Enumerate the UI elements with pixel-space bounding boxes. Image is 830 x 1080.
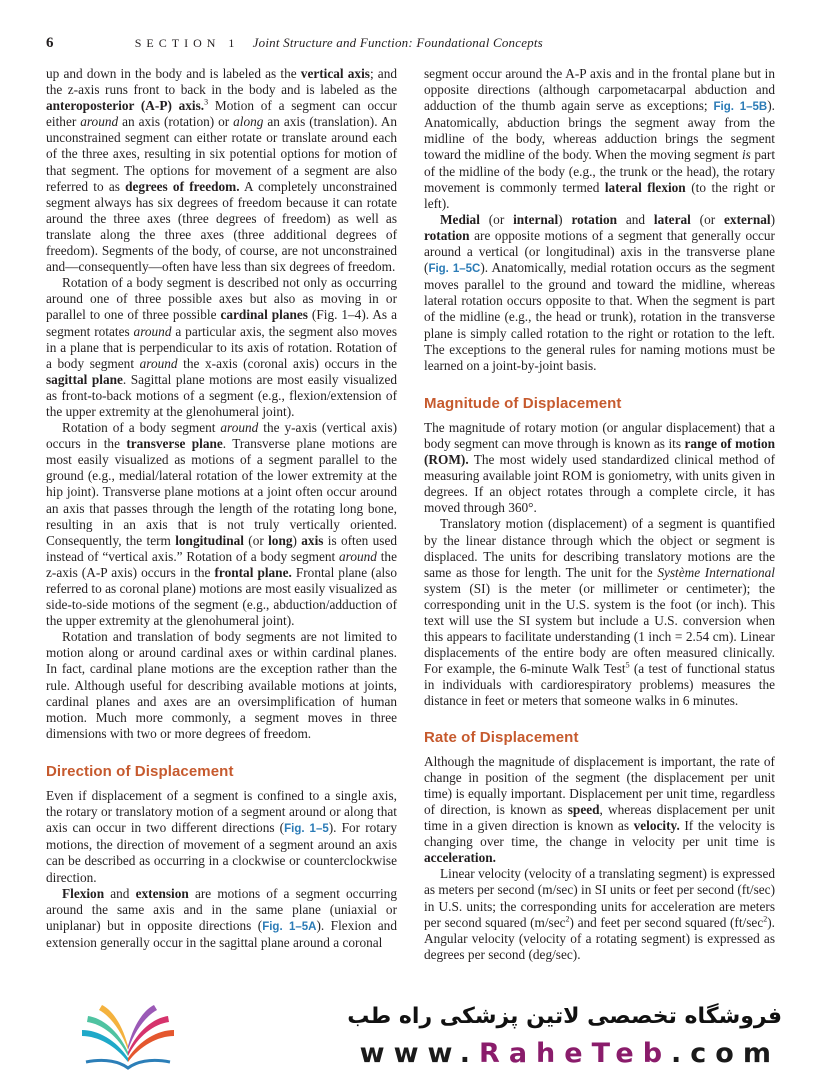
key-term: internal [513,211,559,227]
figure-reference: Fig. 1–5C [428,263,481,276]
key-term: lateral flexion [604,179,686,195]
paragraph: Translatory motion (displacement) of a segment is quantified by the linear distance through which the object or segment is displaced. The units for describing translatory motions are the same as those for length. The unit for the Système International system (SI) is the meter (or millimeter or centimeter); the corresponding unit in the U.S. system is the foot (or inch). This text will use the SI system but include a U.S. conversion when this appears to facilitate understanding (1 inch = 2.54 cm). Linear displacements of the entire body are often measured clinically. For example, the 6-minute Walk Test$^5$ (a test of functional status in individuals with cardiorespiratory problems) measures the distance in feet or meters that someone walks in 6 minutes. [424,516,775,709]
reference-number: 5 [625,660,630,670]
paragraph: Although the magnitude of displacement is important, the rate of change in position of the segment (the displacement per unit time) is equally important. Displacement per unit time, regardless of direction, is known as speed, whereas displacement per unit time in a given direction is known as velocity. If the velocity is changing over time, the change in velocity per unit time is acceleration. [424,753,775,866]
url-main: RaheTeb [479,1038,672,1069]
key-term: extension [135,885,189,901]
section-heading: Magnitude of Displacement [424,394,622,412]
key-term: range of motion (ROM). [424,435,775,468]
paragraph: Flexion and extension are motions of a segment occurring around the same axis and in the same plane (uniaxial or uniplanar) but in opposite directions (Fig. 1–5A). Flexion and extension generally occur in the sagittal plane around a coronal [46,885,397,950]
book-logo-icon [78,1000,178,1070]
right-column [424,66,775,963]
key-term: axis [301,532,324,548]
key-term: anteroposterior (A-P) axis. [46,98,205,114]
key-term: rotation [424,227,470,243]
key-term: degrees of freedom. [125,178,240,194]
key-term: vertical axis [300,66,370,81]
reference-number: 3 [204,97,209,107]
running-title: Joint Structure and Function: Foundational Concepts [252,35,543,50]
page-number: 6 [46,35,54,51]
key-term: long [268,532,293,548]
paragraph: Linear velocity (velocity of a translating segment) is expressed as meters per second (m/sec) in SI units or feet per second (ft/sec) in U.S. units; the corresponding units for acceleration are meters per second squared $(m/\sec^2)$ and feet per second squared $(ft/\sec^2)$. Angular velocity (velocity of a rotating segment) is expressed as degrees per second (deg/sec). [424,866,775,962]
emphasis: around [133,323,172,339]
emphasis: Système International [657,564,775,580]
key-term: Flexion [62,885,105,901]
reference-number: 2 [565,914,570,924]
paragraph: Medial (or internal) rotation and lateral (or external) rotation are opposite motions of a segment that generally occur around a vertical (or longitudinal) axis in the transverse plane (Fig. 1–5C). Anatomically, medial rotation occurs as the segment moves parallel to the ground and toward the midline, whereas lateral rotation occurs opposite to that. When the segment is part of the midline (e.g., the head or trunk), rotation in the transverse plane is simply called rotation to the right or rotation to the left. The exceptions to the general rules for naming motions must be learned on a joint-by-joint basis. [424,211,775,373]
figure-reference: Fig. 1–5 [284,823,329,836]
reference-number: 2 [763,914,768,924]
key-term: lateral [653,211,691,227]
url-prefix: www. [359,1038,480,1069]
paragraph: Rotation of a body segment is described not only as occurring around one of three possible axes but also as moving in or parallel to one of three possible cardinal planes (Fig. 1–4). As a segment rotates around a particular axis, the segment also moves in a plane that is perpendicular to its axis of rotation. Rotation of a body segment around the x-axis (coronal axis) occurs in the sagittal plane. Sagittal plane motions are most easily visualized as front-to-back motions of a segment (e.g., flexion/extension of the upper extremity at the glenohumeral joint). [46,275,398,419]
section-heading: Rate of Displacement [424,728,579,746]
key-term: frontal plane. [214,564,292,580]
paragraph: up and down in the body and is labeled as the vertical axis; and the z-axis runs front to back in the body and is labeled as the anteroposterior (A-P) axis.$^3$ Motion of a segment can occur either around an axis (rotation) or along an axis (translation). An unconstrained segment can either rotate or translate around each of the three axes, resulting in six potential options for motion of that segment. The options for movement of a segment are also referred to as degrees of freedom. A completely unconstrained segment always has six degrees of freedom because it can rotate around the three axes (three degrees of freedom) as well as translate along the three axes (three additional degrees of freedom). Segments of the body, of course, are not unconstrained and—consequently—often have less than six degrees of freedom. [46,66,398,275]
emphasis: along [233,114,264,130]
key-term: sagittal plane [46,371,123,387]
key-term: acceleration. [424,850,496,866]
left-column [46,66,397,951]
key-term: velocity. [633,818,680,834]
key-term: rotation [571,211,617,227]
store-url[interactable] [360,1038,780,1069]
emphasis: around [339,548,377,564]
emphasis: around [220,420,259,436]
paragraph: Rotation and translation of body segments are not limited to motion along or around cardinal axes or within cardinal planes. In fact, cardinal plane motions are the exception rather than the rule. Although useful for describing available motions at joints, cardinal planes and axes are an oversimplification of human motion. Much more commonly, a segment moves in three dimensions with two or more degrees of freedom. [46,629,397,741]
key-term: longitudinal [175,532,244,548]
paragraph: Rotation of a body segment around the y-axis (vertical axis) occurs in the transverse plane. Transverse plane motions are most easily visualized as motions of a segment parallel to the ground (e.g., medial/lateral rotation of the lower extremity at the hip joint). Transverse plane motions at a joint often occur around an axis that passes through the length of the rotating long bone, resulting in an axis that is not truly vertically oriented. Consequently, the term longitudinal (or long) axis is often used instead of “vertical axis.” Rotation of a body segment around the z-axis (A-P axis) occurs in the frontal plane. Frontal plane (also referred to as coronal plane) motions are most easily visualized as side-to-side motions of the segment (e.g., abduction/adduction of the upper extremity at the glenohumeral joint). [46,420,398,629]
key-term: transverse plane [126,436,223,452]
figure-reference: Fig. 1–5A [262,920,317,933]
figure-reference: Fig. 1–5B [713,101,768,114]
paragraph: segment occur around the A-P axis and in the frontal plane but in opposite directions (although carpometacarpal abduction and adduction of the thumb again serve as exceptions; Fig. 1–5B). Anatomically, abduction brings the segment away from the midline of the body, whereas adduction brings the segment toward the midline of the body. When the moving segment is part of the midline of the body (e.g., the trunk or the head), the rotary movement is commonly termed lateral flexion (to the right or left). [424,66,776,211]
key-term: speed [567,801,600,817]
key-term: cardinal planes [220,307,308,323]
paragraph: The magnitude of rotary motion (or angular displacement) that a body segment can move through is known as its range of motion (ROM). The most widely used standardized clinical method of measuring available joint ROM is goniometry, with units given in degrees. If an object rotates through a complete circle, it has moved through 360°. [424,419,775,516]
section-heading: Direction of Displacement [46,762,234,780]
store-name: فروشگاه تخصصی لاتین پزشکی راه طب [347,1004,782,1029]
emphasis: is [741,147,751,163]
key-term: external [724,211,771,227]
advertisement-banner [0,990,830,1080]
section-label: SECTION 1 [134,36,240,50]
running-head [46,35,786,55]
emphasis: around [139,355,178,371]
emphasis: around [80,114,119,130]
url-suffix: .com [671,1038,780,1069]
paragraph: Even if displacement of a segment is confined to a single axis, the rotary or translatory motion of a segment around or along that axis can occur in two different directions (Fig. 1–5). For rotary motions, the direction of movement of a segment around an axis can be described as occurring in a clockwise or counterclockwise direction. [46,788,397,885]
key-term: Medial [440,211,480,227]
